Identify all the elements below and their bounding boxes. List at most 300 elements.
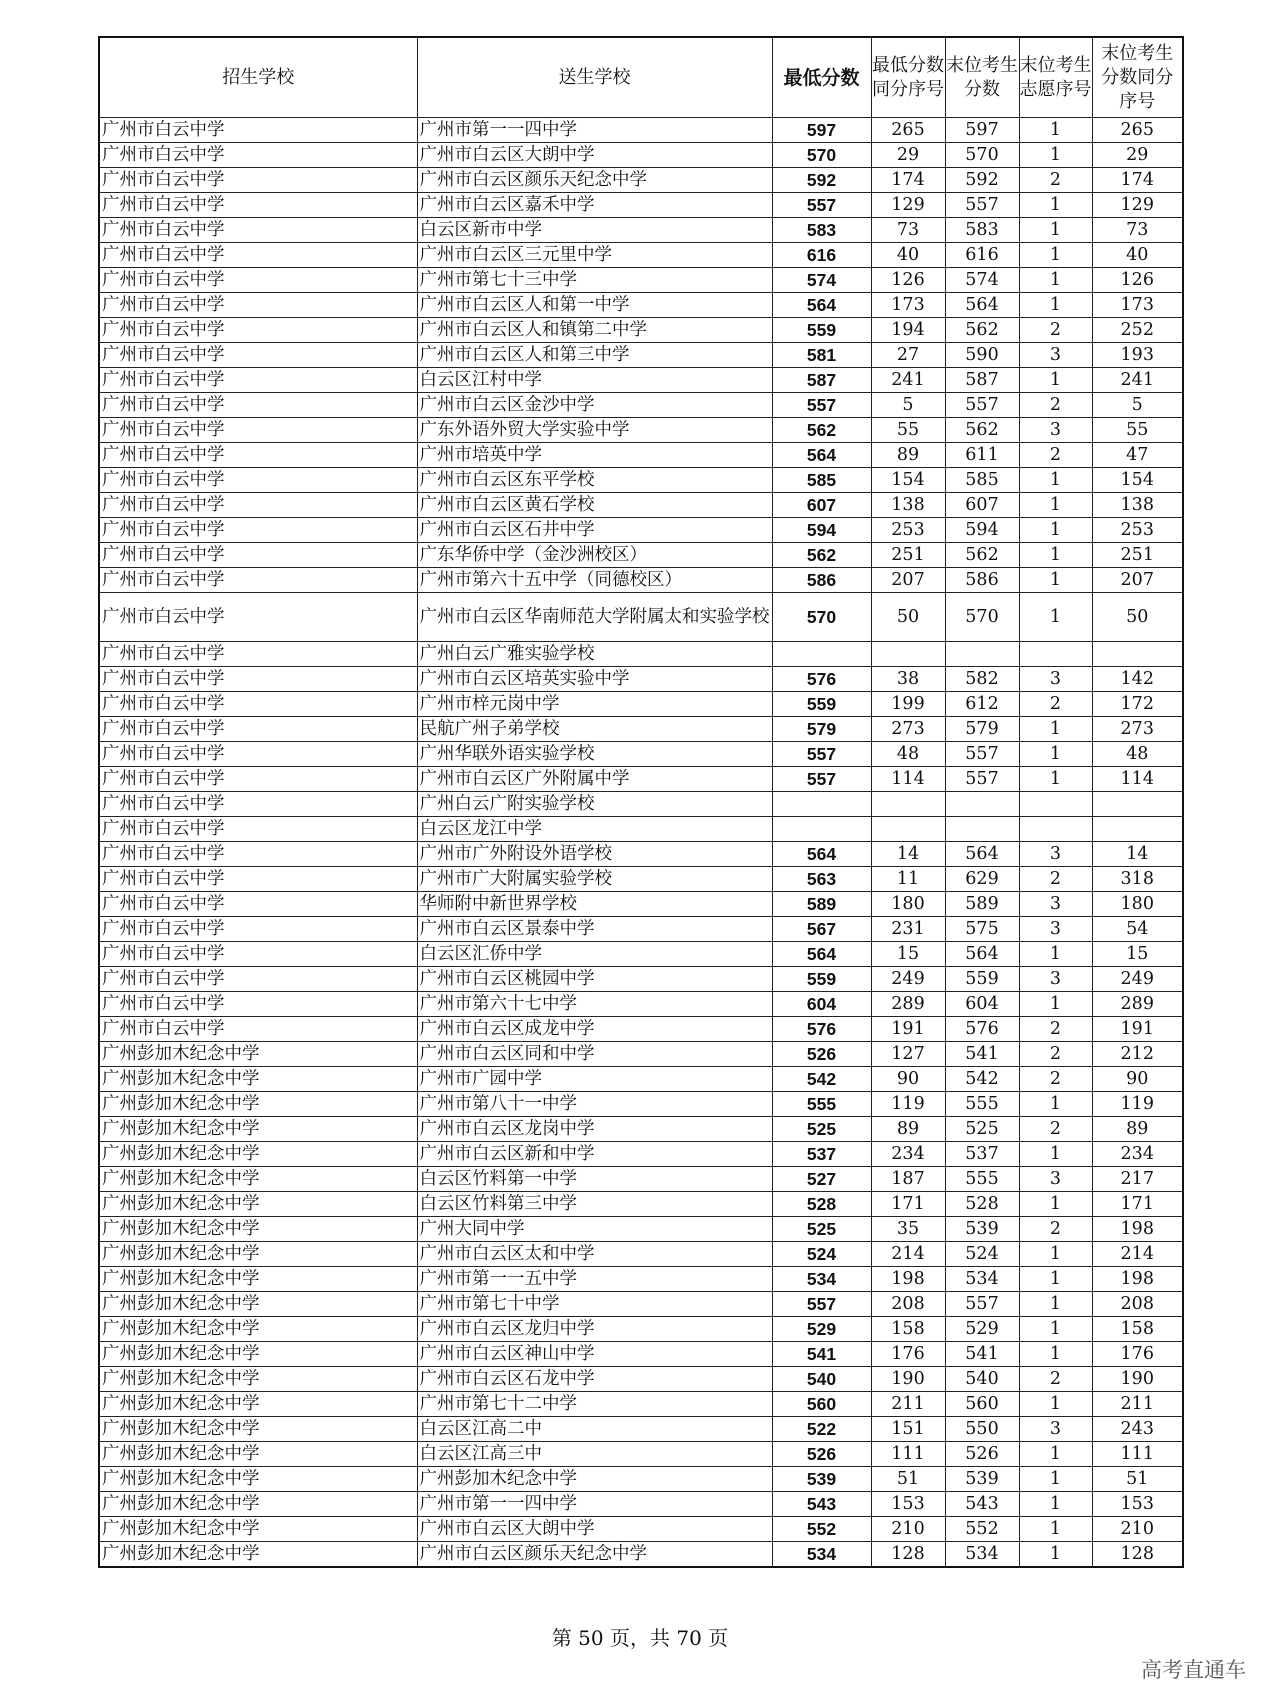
- table-row: [99, 1442, 1183, 1467]
- cell-last-choice: 3: [1019, 418, 1092, 443]
- table-row: [99, 143, 1183, 168]
- table-row: [99, 418, 1183, 443]
- cell-last-rank: 243: [1092, 1417, 1183, 1442]
- table-row: [99, 1292, 1183, 1317]
- table-row: [99, 642, 1183, 667]
- table-row: [99, 1392, 1183, 1417]
- cell-last-rank: 114: [1092, 767, 1183, 792]
- cell-last-rank: 190: [1092, 1367, 1183, 1392]
- cell-school: 广州市白云中学: [99, 418, 417, 443]
- cell-last-choice: 2: [1019, 1017, 1092, 1042]
- cell-last-choice: 1: [1019, 468, 1092, 493]
- cell-last-rank: 210: [1092, 1517, 1183, 1542]
- cell-last-choice: 1: [1019, 518, 1092, 543]
- table-body: [99, 118, 1183, 1568]
- cell-last-rank: 198: [1092, 1217, 1183, 1242]
- cell-min-rank: 191: [871, 1017, 945, 1042]
- cell-min-rank: 207: [871, 568, 945, 593]
- cell-last-choice: 2: [1019, 443, 1092, 468]
- cell-last-score: 541: [945, 1042, 1019, 1067]
- cell-last-choice: 2: [1019, 318, 1092, 343]
- cell-last-score: 585: [945, 468, 1019, 493]
- table-row: [99, 817, 1183, 842]
- cell-last-score: 582: [945, 667, 1019, 692]
- cell-last-choice: 1: [1019, 742, 1092, 767]
- cell-last-rank: 54: [1092, 917, 1183, 942]
- cell-last-choice: 1: [1019, 193, 1092, 218]
- cell-school: 广州市白云中学: [99, 293, 417, 318]
- cell-min-score: [772, 817, 871, 842]
- cell-last-score: 612: [945, 692, 1019, 717]
- cell-last-score: [945, 817, 1019, 842]
- cell-min-rank: 48: [871, 742, 945, 767]
- cell-last-score: 564: [945, 942, 1019, 967]
- cell-source-school: 广州市培英中学: [417, 443, 772, 468]
- cell-min-score: 604: [772, 992, 871, 1017]
- cell-last-rank: 214: [1092, 1242, 1183, 1267]
- table-row: [99, 767, 1183, 792]
- cell-last-choice: [1019, 792, 1092, 817]
- cell-last-rank: 253: [1092, 518, 1183, 543]
- cell-last-choice: 3: [1019, 842, 1092, 867]
- cell-min-score: 562: [772, 418, 871, 443]
- cell-last-score: 534: [945, 1542, 1019, 1568]
- cell-last-choice: 1: [1019, 218, 1092, 243]
- cell-min-rank: 231: [871, 917, 945, 942]
- cell-last-rank: 111: [1092, 1442, 1183, 1467]
- cell-last-choice: 2: [1019, 168, 1092, 193]
- cell-last-score: 526: [945, 1442, 1019, 1467]
- cell-min-score: 592: [772, 168, 871, 193]
- cell-min-score: 589: [772, 892, 871, 917]
- cell-last-score: 564: [945, 293, 1019, 318]
- cell-min-rank: 111: [871, 1442, 945, 1467]
- cell-min-score: 562: [772, 543, 871, 568]
- cell-school: 广州市白云中学: [99, 218, 417, 243]
- cell-last-rank: 119: [1092, 1092, 1183, 1117]
- watermark: 高考直通车: [1141, 1658, 1246, 1682]
- cell-school: 广州市白云中学: [99, 543, 417, 568]
- cell-last-rank: 89: [1092, 1117, 1183, 1142]
- cell-min-score: 587: [772, 368, 871, 393]
- cell-last-choice: 1: [1019, 293, 1092, 318]
- cell-last-choice: 3: [1019, 667, 1092, 692]
- cell-last-choice: 1: [1019, 1317, 1092, 1342]
- cell-last-rank: 55: [1092, 418, 1183, 443]
- cell-min-rank: 171: [871, 1192, 945, 1217]
- cell-school: 广州市白云中学: [99, 667, 417, 692]
- cell-min-score: 525: [772, 1217, 871, 1242]
- cell-last-score: 597: [945, 118, 1019, 143]
- cell-school: 广州市白云中学: [99, 118, 417, 143]
- cell-source-school: 广州市白云区人和第三中学: [417, 343, 772, 368]
- cell-min-score: 525: [772, 1117, 871, 1142]
- cell-min-score: 534: [772, 1267, 871, 1292]
- cell-source-school: 广州市白云区金沙中学: [417, 393, 772, 418]
- table-row: [99, 1142, 1183, 1167]
- cell-last-score: 555: [945, 1167, 1019, 1192]
- cell-school: 广州市白云中学: [99, 967, 417, 992]
- cell-min-score: 560: [772, 1392, 871, 1417]
- cell-last-rank: 128: [1092, 1542, 1183, 1568]
- table-row: [99, 867, 1183, 892]
- cell-last-score: 557: [945, 742, 1019, 767]
- cell-last-score: 524: [945, 1242, 1019, 1267]
- cell-last-choice: 2: [1019, 867, 1092, 892]
- cell-last-score: 540: [945, 1367, 1019, 1392]
- cell-min-rank: 234: [871, 1142, 945, 1167]
- cell-source-school: 广州市第八十一中学: [417, 1092, 772, 1117]
- table-row: [99, 168, 1183, 193]
- cell-last-score: 579: [945, 717, 1019, 742]
- cell-min-rank: 194: [871, 318, 945, 343]
- cell-min-score: 594: [772, 518, 871, 543]
- cell-source-school: 广州市白云区新和中学: [417, 1142, 772, 1167]
- cell-min-rank: 241: [871, 368, 945, 393]
- cell-source-school: 广州市白云区大朗中学: [417, 143, 772, 168]
- cell-min-score: 570: [772, 593, 871, 642]
- cell-source-school: 广州市白云区颜乐天纪念中学: [417, 1542, 772, 1568]
- cell-last-rank: 249: [1092, 967, 1183, 992]
- cell-min-rank: 211: [871, 1392, 945, 1417]
- cell-last-score: 575: [945, 917, 1019, 942]
- cell-min-rank: 198: [871, 1267, 945, 1292]
- cell-last-score: 594: [945, 518, 1019, 543]
- cell-last-score: [945, 792, 1019, 817]
- cell-last-choice: 1: [1019, 1442, 1092, 1467]
- cell-min-score: [772, 642, 871, 667]
- cell-last-score: 529: [945, 1317, 1019, 1342]
- cell-min-rank: 251: [871, 543, 945, 568]
- cell-school: 广州市白云中学: [99, 717, 417, 742]
- cell-min-score: 557: [772, 1292, 871, 1317]
- cell-min-score: 524: [772, 1242, 871, 1267]
- cell-last-score: [945, 642, 1019, 667]
- cell-last-choice: 1: [1019, 268, 1092, 293]
- cell-source-school: 广州市白云区东平学校: [417, 468, 772, 493]
- cell-min-rank: 273: [871, 717, 945, 742]
- cell-last-score: 543: [945, 1492, 1019, 1517]
- cell-min-rank: 154: [871, 468, 945, 493]
- cell-last-choice: 1: [1019, 1492, 1092, 1517]
- cell-source-school: 广州市白云区黄石学校: [417, 493, 772, 518]
- table-row: [99, 942, 1183, 967]
- cell-last-score: 557: [945, 767, 1019, 792]
- table-row: [99, 493, 1183, 518]
- cell-min-rank: 174: [871, 168, 945, 193]
- cell-school: 广州彭加木纪念中学: [99, 1142, 417, 1167]
- table-row: [99, 518, 1183, 543]
- cell-school: 广州市白云中学: [99, 817, 417, 842]
- table-row: [99, 1217, 1183, 1242]
- cell-source-school: 广州市白云区石龙中学: [417, 1367, 772, 1392]
- cell-min-rank: 173: [871, 293, 945, 318]
- table-row: [99, 717, 1183, 742]
- cell-min-rank: 38: [871, 667, 945, 692]
- cell-last-score: 607: [945, 493, 1019, 518]
- cell-min-rank: 265: [871, 118, 945, 143]
- cell-min-score: 597: [772, 118, 871, 143]
- cell-min-rank: 15: [871, 942, 945, 967]
- cell-school: 广州彭加木纪念中学: [99, 1267, 417, 1292]
- cell-min-score: 579: [772, 717, 871, 742]
- cell-last-choice: 1: [1019, 1467, 1092, 1492]
- cell-min-rank: 128: [871, 1542, 945, 1568]
- cell-source-school: 广州市白云区石井中学: [417, 518, 772, 543]
- cell-last-choice: 1: [1019, 1267, 1092, 1292]
- cell-last-score: 562: [945, 318, 1019, 343]
- table-row: [99, 1017, 1183, 1042]
- cell-school: 广州市白云中学: [99, 193, 417, 218]
- cell-last-rank: 318: [1092, 867, 1183, 892]
- cell-source-school: 广州市白云区人和第一中学: [417, 293, 772, 318]
- cell-source-school: 广州市白云区颜乐天纪念中学: [417, 168, 772, 193]
- cell-last-rank: 193: [1092, 343, 1183, 368]
- cell-min-score: 564: [772, 942, 871, 967]
- cell-min-score: 576: [772, 667, 871, 692]
- cell-school: 广州市白云中学: [99, 892, 417, 917]
- cell-min-score: 543: [772, 1492, 871, 1517]
- cell-source-school: 广州市第六十五中学（同德校区）: [417, 568, 772, 593]
- cell-min-score: 616: [772, 243, 871, 268]
- cell-source-school: 广州市白云区景泰中学: [417, 917, 772, 942]
- cell-source-school: 广州市第一一五中学: [417, 1267, 772, 1292]
- cell-last-score: 550: [945, 1417, 1019, 1442]
- cell-source-school: 广州市白云区嘉禾中学: [417, 193, 772, 218]
- cell-last-rank: 212: [1092, 1042, 1183, 1067]
- table-row: [99, 268, 1183, 293]
- cell-source-school: 广州市第一一四中学: [417, 118, 772, 143]
- cell-school: 广州市白云中学: [99, 168, 417, 193]
- cell-min-rank: 190: [871, 1367, 945, 1392]
- cell-last-rank: 273: [1092, 717, 1183, 742]
- cell-min-score: 526: [772, 1442, 871, 1467]
- table-row: [99, 1517, 1183, 1542]
- cell-min-rank: 289: [871, 992, 945, 1017]
- cell-school: 广州市白云中学: [99, 243, 417, 268]
- table-row: [99, 692, 1183, 717]
- cell-source-school: 广州市白云区三元里中学: [417, 243, 772, 268]
- cell-source-school: 广州市白云区华南师范大学附属太和实验学校: [417, 593, 772, 642]
- cell-last-rank: [1092, 817, 1183, 842]
- cell-last-score: 560: [945, 1392, 1019, 1417]
- cell-min-score: 581: [772, 343, 871, 368]
- cell-min-score: 607: [772, 493, 871, 518]
- cell-min-rank: 50: [871, 593, 945, 642]
- cell-last-rank: 289: [1092, 992, 1183, 1017]
- col-header-last-choice: 末位考生志愿序号: [1019, 37, 1092, 118]
- cell-school: 广州彭加木纪念中学: [99, 1542, 417, 1568]
- cell-last-rank: 126: [1092, 268, 1183, 293]
- cell-last-rank: 198: [1092, 1267, 1183, 1292]
- cell-source-school: 广东华侨中学（金沙洲校区）: [417, 543, 772, 568]
- table-row: [99, 1342, 1183, 1367]
- cell-source-school: 广州市白云区人和镇第二中学: [417, 318, 772, 343]
- cell-min-score: 529: [772, 1317, 871, 1342]
- cell-min-score: 559: [772, 318, 871, 343]
- cell-min-rank: 73: [871, 218, 945, 243]
- cell-min-score: [772, 792, 871, 817]
- cell-source-school: 广东外语外贸大学实验中学: [417, 418, 772, 443]
- cell-school: 广州彭加木纪念中学: [99, 1067, 417, 1092]
- cell-last-choice: 1: [1019, 717, 1092, 742]
- col-header-last-score: 末位考生分数: [945, 37, 1019, 118]
- cell-last-score: 557: [945, 393, 1019, 418]
- cell-last-rank: 5: [1092, 393, 1183, 418]
- cell-min-rank: 51: [871, 1467, 945, 1492]
- cell-last-choice: 1: [1019, 1092, 1092, 1117]
- cell-last-choice: 2: [1019, 1117, 1092, 1142]
- cell-min-rank: 158: [871, 1317, 945, 1342]
- cell-last-rank: 176: [1092, 1342, 1183, 1367]
- cell-source-school: 广州市白云区龙归中学: [417, 1317, 772, 1342]
- cell-source-school: 白云区江高二中: [417, 1417, 772, 1442]
- table-row: [99, 1192, 1183, 1217]
- cell-last-score: 559: [945, 967, 1019, 992]
- cell-last-score: 564: [945, 842, 1019, 867]
- cell-last-choice: 2: [1019, 1217, 1092, 1242]
- cell-min-score: 527: [772, 1167, 871, 1192]
- cell-last-score: 590: [945, 343, 1019, 368]
- cell-last-choice: 1: [1019, 1192, 1092, 1217]
- cell-school: 广州彭加木纪念中学: [99, 1392, 417, 1417]
- table-row: [99, 368, 1183, 393]
- cell-last-rank: 265: [1092, 118, 1183, 143]
- cell-last-rank: 14: [1092, 842, 1183, 867]
- cell-school: 广州彭加木纪念中学: [99, 1192, 417, 1217]
- cell-last-choice: 1: [1019, 593, 1092, 642]
- cell-min-score: 564: [772, 443, 871, 468]
- cell-source-school: 广州华联外语实验学校: [417, 742, 772, 767]
- cell-last-score: 589: [945, 892, 1019, 917]
- cell-source-school: 广州大同中学: [417, 1217, 772, 1242]
- cell-school: 广州彭加木纪念中学: [99, 1342, 417, 1367]
- cell-last-score: 576: [945, 1017, 1019, 1042]
- cell-last-rank: 180: [1092, 892, 1183, 917]
- table-row: [99, 967, 1183, 992]
- col-header-source-school: 送生学校: [417, 37, 772, 118]
- cell-min-rank: 180: [871, 892, 945, 917]
- cell-min-rank: [871, 792, 945, 817]
- cell-school: 广州彭加木纪念中学: [99, 1092, 417, 1117]
- table-row: [99, 593, 1183, 642]
- cell-last-score: 534: [945, 1267, 1019, 1292]
- cell-min-rank: 89: [871, 443, 945, 468]
- cell-last-choice: 1: [1019, 543, 1092, 568]
- cell-source-school: 广州市第七十二中学: [417, 1392, 772, 1417]
- table-row: [99, 892, 1183, 917]
- cell-last-choice: 1: [1019, 118, 1092, 143]
- cell-min-score: 564: [772, 293, 871, 318]
- table-row: [99, 318, 1183, 343]
- cell-last-choice: 2: [1019, 1042, 1092, 1067]
- cell-last-rank: 51: [1092, 1467, 1183, 1492]
- cell-last-rank: 158: [1092, 1317, 1183, 1342]
- col-header-school: 招生学校: [99, 37, 417, 118]
- cell-min-score: 570: [772, 143, 871, 168]
- cell-min-rank: 126: [871, 268, 945, 293]
- cell-last-score: 539: [945, 1467, 1019, 1492]
- cell-last-rank: 171: [1092, 1192, 1183, 1217]
- cell-min-rank: 40: [871, 243, 945, 268]
- cell-last-choice: 1: [1019, 243, 1092, 268]
- cell-last-choice: 1: [1019, 992, 1092, 1017]
- cell-last-score: 574: [945, 268, 1019, 293]
- cell-source-school: 白云区龙江中学: [417, 817, 772, 842]
- table-row: [99, 917, 1183, 942]
- cell-source-school: 广州市白云区广外附属中学: [417, 767, 772, 792]
- cell-source-school: 广州市白云区太和中学: [417, 1242, 772, 1267]
- cell-min-score: 534: [772, 1542, 871, 1568]
- cell-last-rank: 15: [1092, 942, 1183, 967]
- cell-min-score: 567: [772, 917, 871, 942]
- cell-min-score: 557: [772, 393, 871, 418]
- cell-min-score: 585: [772, 468, 871, 493]
- table-row: [99, 742, 1183, 767]
- cell-min-score: 542: [772, 1067, 871, 1092]
- cell-last-score: 616: [945, 243, 1019, 268]
- cell-min-rank: 249: [871, 967, 945, 992]
- cell-source-school: 广州市白云区成龙中学: [417, 1017, 772, 1042]
- cell-school: 广州彭加木纪念中学: [99, 1217, 417, 1242]
- cell-last-choice: 2: [1019, 1367, 1092, 1392]
- cell-school: 广州市白云中学: [99, 568, 417, 593]
- cell-min-rank: 151: [871, 1417, 945, 1442]
- cell-school: 广州彭加木纪念中学: [99, 1292, 417, 1317]
- cell-school: 广州市白云中学: [99, 318, 417, 343]
- cell-last-choice: 3: [1019, 967, 1092, 992]
- cell-last-choice: 3: [1019, 917, 1092, 942]
- cell-min-rank: 210: [871, 1517, 945, 1542]
- cell-last-score: 528: [945, 1192, 1019, 1217]
- table-row: [99, 568, 1183, 593]
- cell-last-rank: 40: [1092, 243, 1183, 268]
- cell-source-school: 白云区汇侨中学: [417, 942, 772, 967]
- cell-last-rank: [1092, 792, 1183, 817]
- table-row: [99, 1467, 1183, 1492]
- table-row: [99, 543, 1183, 568]
- cell-school: 广州市白云中学: [99, 468, 417, 493]
- cell-school: 广州彭加木纪念中学: [99, 1417, 417, 1442]
- cell-last-score: 542: [945, 1067, 1019, 1092]
- cell-last-choice: [1019, 817, 1092, 842]
- cell-source-school: 广州市白云区神山中学: [417, 1342, 772, 1367]
- cell-min-score: 555: [772, 1092, 871, 1117]
- cell-school: 广州市白云中学: [99, 792, 417, 817]
- table-row: [99, 1367, 1183, 1392]
- cell-school: 广州彭加木纪念中学: [99, 1367, 417, 1392]
- cell-school: 广州市白云中学: [99, 917, 417, 942]
- cell-min-score: 564: [772, 842, 871, 867]
- cell-min-rank: 14: [871, 842, 945, 867]
- cell-last-rank: 191: [1092, 1017, 1183, 1042]
- cell-school: 广州彭加木纪念中学: [99, 1517, 417, 1542]
- cell-school: 广州市白云中学: [99, 493, 417, 518]
- cell-last-rank: 50: [1092, 593, 1183, 642]
- cell-min-rank: 187: [871, 1167, 945, 1192]
- cell-min-score: 540: [772, 1367, 871, 1392]
- cell-school: 广州市白云中学: [99, 518, 417, 543]
- cell-last-rank: 217: [1092, 1167, 1183, 1192]
- cell-school: 广州市白云中学: [99, 143, 417, 168]
- cell-min-score: 576: [772, 1017, 871, 1042]
- cell-last-rank: 90: [1092, 1067, 1183, 1092]
- table-row: [99, 667, 1183, 692]
- cell-last-rank: 174: [1092, 168, 1183, 193]
- cell-min-score: 559: [772, 692, 871, 717]
- cell-school: 广州彭加木纪念中学: [99, 1467, 417, 1492]
- cell-last-choice: 1: [1019, 1542, 1092, 1568]
